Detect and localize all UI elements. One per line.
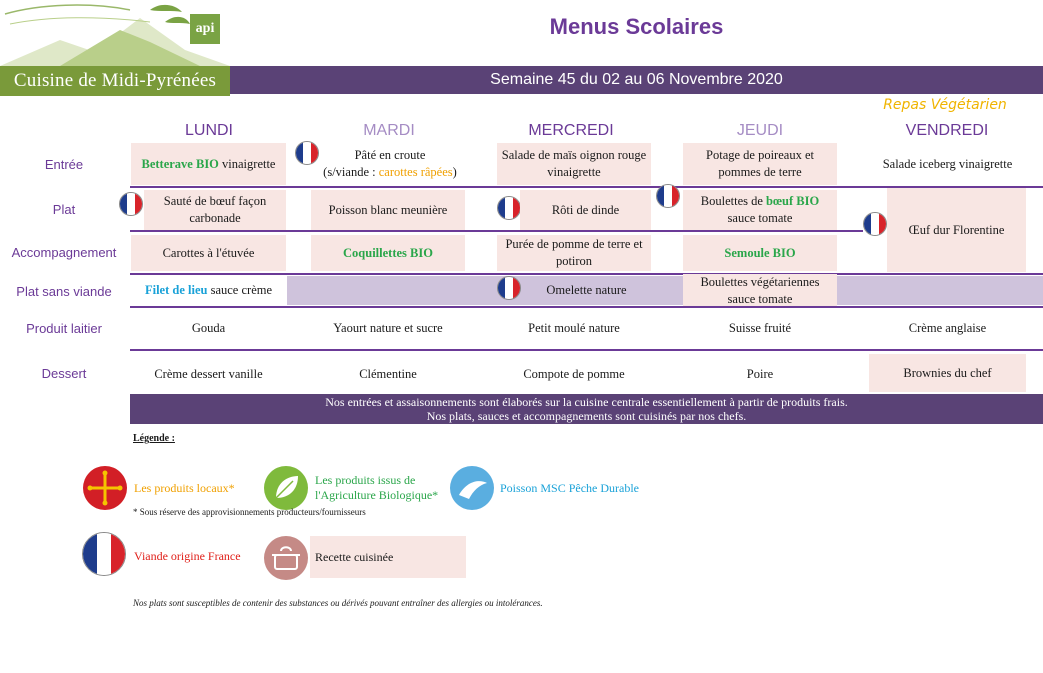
row-divider [130, 306, 1043, 308]
row-label-entree: Entrée [44, 157, 84, 172]
legend-note: * Sous réserve des approvisionnements producteurs/fournisseurs [133, 507, 366, 517]
lavender-band [837, 276, 1043, 305]
row-divider [130, 230, 863, 232]
legend-msc: Poisson MSC Pêche Durable [500, 481, 639, 495]
cell-entree-mercredi: Salade de maïs oignon rouge vinaigrette [497, 143, 651, 185]
cell-dessert-vendredi: Brownies du chef [869, 354, 1026, 392]
france-flag-icon [295, 141, 319, 165]
cell-accomp-mardi: Coquillettes BIO [311, 235, 465, 271]
france-flag-icon [656, 184, 680, 208]
legend-france: Viande origine France [134, 549, 241, 563]
bio-text: bœuf BIO [766, 194, 820, 208]
row-label-accompagnement: Accompagnement [11, 245, 117, 260]
france-flag-icon [497, 196, 521, 220]
cell-accomp-lundi: Carottes à l'étuvée [131, 235, 286, 271]
legend-title: Légende : [133, 433, 175, 444]
msc-text: Filet de lieu [144, 283, 208, 297]
cell-accomp-mercredi: Purée de pomme de terre et potiron [497, 235, 651, 271]
cell-sans-viande-lundi: Filet de lieu sauce crème [144, 283, 273, 297]
day-mercredi: MERCREDI [528, 122, 614, 139]
info-banner: Nos entrées et assaisonnements sont élaborés sur la cuisine centrale essentiellement à partir de produits frais. Nos plats, sauces et accompagnements sont cuisinés par nos chefs. [130, 394, 1043, 424]
leaf-bio-icon [263, 465, 309, 511]
vegetarian-label: Repas Végétarien [883, 97, 1007, 113]
cell-plat-mercredi: Rôti de dinde [520, 190, 651, 230]
cell-laitier-mercredi: Petit moulé nature [528, 320, 620, 335]
cell-entree-jeudi: Potage de poireaux et pommes de terre [683, 143, 837, 185]
cell-laitier-mardi: Yaourt nature et sucre [333, 320, 443, 335]
day-lundi: LUNDI [184, 122, 233, 139]
cell-entree-lundi: Betterave BIO vinaigrette [131, 143, 286, 185]
france-flag-icon [497, 276, 521, 300]
cell-plat-vendredi: Œuf dur Florentine [887, 188, 1026, 272]
france-flag-icon [82, 532, 126, 576]
row-label-dessert: Dessert [41, 366, 87, 381]
cell-dessert-lundi: Crème dessert vanille [154, 366, 263, 381]
cell-sans-viande-jeudi: Boulettes végétariennes sauce tomate [683, 274, 837, 307]
cell-dessert-mercredi: Compote de pomme [523, 366, 625, 381]
cell-accomp-jeudi: Semoule BIO [683, 235, 837, 271]
api-badge: api [190, 14, 220, 44]
day-vendredi: VENDREDI [905, 122, 989, 139]
cooking-pot-icon [263, 535, 309, 581]
page-title: Menus Scolaires [549, 14, 724, 39]
row-divider [130, 349, 1043, 351]
cell-plat-jeudi: Boulettes de bœuf BIO sauce tomate [683, 190, 837, 230]
row-label-plat: Plat [52, 202, 76, 217]
cell-dessert-jeudi: Poire [746, 366, 774, 381]
local-text: carottes râpées [378, 165, 453, 179]
allergy-notice: Nos plats sont susceptibles de contenir des substances ou dérivés pouvant entraîner des allergies ou intolérances. [133, 598, 543, 608]
week-banner: Semaine 45 du 02 au 06 Novembre 2020 [230, 66, 1043, 94]
row-label-sans-viande: Plat sans viande [16, 284, 112, 299]
cell-sans-viande-mercredi: Omelette nature [546, 283, 627, 297]
cell-entree-vendredi: Salade iceberg vinaigrette [882, 156, 1013, 171]
france-flag-icon [119, 192, 143, 216]
msc-fish-icon [449, 465, 495, 511]
day-jeudi: JEUDI [736, 122, 784, 139]
legend-bio: Les produits issus de l'Agriculture Biologique* [315, 473, 439, 502]
bio-text: Betterave BIO [141, 156, 219, 171]
cell-laitier-jeudi: Suisse fruité [728, 320, 792, 335]
occitan-cross-icon [82, 465, 128, 511]
france-flag-icon [863, 212, 887, 236]
cell-dessert-mardi: Clémentine [359, 366, 417, 381]
row-label-laitier: Produit laitier [26, 321, 102, 336]
brand-name: Cuisine de Midi-Pyrénées [0, 66, 230, 96]
cell-plat-mardi: Poisson blanc meunière [311, 190, 465, 230]
cell-laitier-lundi: Gouda [191, 320, 226, 335]
cell-laitier-vendredi: Crème anglaise [908, 320, 987, 335]
cell-entree-mardi: Pâté en croute (s/viande : carottes râpées) [323, 148, 457, 179]
day-mardi: MARDI [363, 122, 415, 139]
cell-plat-lundi: Sauté de bœuf façon carbonade [144, 190, 286, 230]
legend-recette: Recette cuisinée [310, 536, 466, 578]
legend-local: Les produits locaux* [134, 481, 235, 495]
row-divider [130, 273, 1043, 275]
